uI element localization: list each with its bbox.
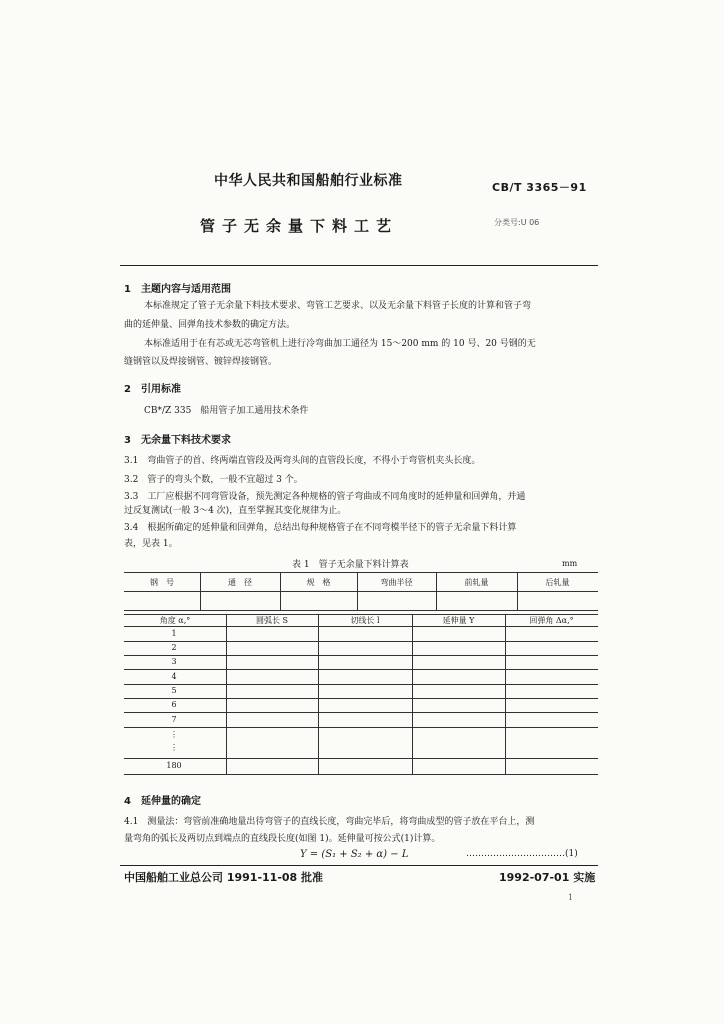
table-angle-cell: 6 <box>171 700 177 709</box>
section-1-heading: 1 主题内容与适用范围 <box>124 284 231 295</box>
table-subheader-cell: 切线长 l <box>350 616 380 625</box>
section-2-reference: CB*/Z 335 船用管子加工通用技术条件 <box>144 406 309 416</box>
standard-organization: 中华人民共和国船舶行业标准 <box>214 173 403 189</box>
table-angle-cell: 2 <box>171 643 177 652</box>
section-4-heading: 4 延伸量的确定 <box>124 796 201 807</box>
table-angle-cell: 1 <box>171 629 177 638</box>
table-header-cell: 钢 号 <box>150 578 174 587</box>
table-angle-cell: 4 <box>171 672 177 681</box>
table-subheader-cell: 延伸量 Y <box>442 616 475 625</box>
section-4-line: 量弯角的弧长及两切点到端点的直线段长度(如图 1)。延伸量可按公式(1)计算。 <box>124 834 441 844</box>
section-3-item: 3.3 工厂应根据不同弯管设备，预先测定各种规格的管子弯曲成不同角度时的延伸量和回弹角，并通 <box>124 492 526 502</box>
section-3-item: 3.2 管子的弯头个数，一般不宜超过 3 个。 <box>124 475 303 485</box>
standard-code: CB/T 3365－91 <box>492 181 587 194</box>
table-angle-cell: 180 <box>166 761 182 770</box>
section-3-item: 3.4 根据所确定的延伸量和回弹角，总结出每种规格管子在不同弯模半径下的管子无余量下料计算 <box>124 523 517 533</box>
page-number: 1 <box>568 893 574 902</box>
section-3-item: 过反复测试(一般 3～4 次)，直至掌握其变化规律为止。 <box>124 506 347 516</box>
table-subheader-cell: 圆弧长 S <box>255 616 289 625</box>
table-subheader-cell: 回弹角 Δα,° <box>529 616 574 625</box>
table-angle-cell: 3 <box>171 657 177 666</box>
table-subheader-cell: 角度 α,° <box>159 616 191 625</box>
header-rule <box>120 265 598 266</box>
table-unit: mm <box>562 559 578 568</box>
table-angle-cell: 7 <box>171 715 177 724</box>
section-3-heading: 3 无余量下料技术要求 <box>124 435 231 446</box>
effective-date: 1992-07-01 实施 <box>499 871 596 884</box>
section-2-heading: 2 引用标准 <box>124 384 181 395</box>
table-header-cell: 前轧量 <box>464 578 489 587</box>
table-header-cell: 通 径 <box>228 578 252 587</box>
section-1-line: 曲的延伸量、回弹角技术参数的确定方法。 <box>124 320 296 330</box>
classification-number: 分类号:U 06 <box>494 218 540 227</box>
table-caption: 表 1 管子无余量下料计算表 <box>292 560 409 570</box>
section-4-line: 4.1 测量法：弯管前准确地量出待弯管子的直线长度，弯曲完毕后，将弯曲成型的管子放在平台上，测 <box>124 817 535 827</box>
equation-number: ……………………………(1) <box>466 849 578 859</box>
table-angle-cell: ⋮ <box>170 730 178 739</box>
table-angle-cell: ⋮ <box>170 743 178 752</box>
section-3-item: 表，见表 1。 <box>124 539 178 549</box>
section-1-line: 本标准适用于在有芯或无芯弯管机上进行冷弯曲加工通径为 15～200 mm 的 10 号、20 号钢的无 <box>144 339 536 349</box>
formula-1: Y = (S₁ + S₂ + α) − L <box>300 849 409 860</box>
table-header-cell: 弯曲半径 <box>380 578 413 587</box>
footer-rule <box>120 865 598 866</box>
table-angle-cell: 5 <box>171 686 177 695</box>
section-3-item: 3.1 弯曲管子的首、终两端直管段及两弯头间的直管段长度，不得小于弯管机夹头长度。 <box>124 456 481 466</box>
document-title: 管子无余量下料工艺 <box>200 217 399 235</box>
section-1-line: 本标准规定了管子无余量下料技术要求、弯管工艺要求、以及无余量下料管子长度的计算和管子弯 <box>144 301 532 311</box>
approval-line: 中国船舶工业总公司 1991-11-08 批准 <box>124 871 324 884</box>
table-header-cell: 规 格 <box>306 578 331 587</box>
table-header-cell: 后轧量 <box>545 578 570 587</box>
section-1-line: 缝钢管以及焊接钢管、镀锌焊接钢管。 <box>124 357 278 367</box>
